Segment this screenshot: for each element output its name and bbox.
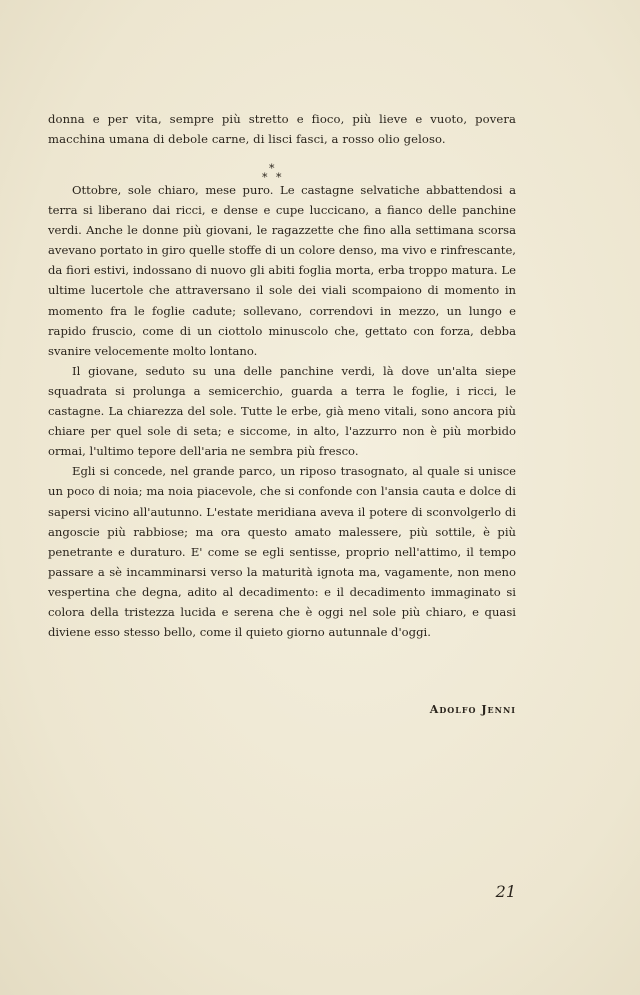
paragraph: Ottobre, sole chiaro, mese puro. Le castagne selvatiche abbattendosi a terra si liberano dai ricci, e dense e cupe luccicano, a fianco delle panchine verdi. Anche le donne più giovani, le ragazzette che fino alla settimana scorsa avevano portato in giro quelle stoffe di un colore denso, ma vivo e rinfrescante, da fiori estivi, indossano di nuovo gli abiti foglia morta, erba troppo matura. Le ultime lucertole che attraversano il sole dei viali scompaiono di momento in momento fra le foglie cadute; sollevano, correndovi in mezzo, un lungo e rapido fruscio, come di un ciottolo minuscolo che, gettato con forza, debba svanire velocemente molto lontano. xyxy=(48,183,516,358)
asterism-star: * xyxy=(262,171,268,184)
main-text-block xyxy=(48,180,516,642)
asterism-star: * xyxy=(276,171,282,184)
paragraph: Il giovane, seduto su una delle panchine verdi, là dove un'alta siepe squadrata si prolunga a semicerchio, guarda a terra le foglie, i ricci, le castagne. La chiarezza del sole. Tutte le erbe, già meno vitali, sono ancora più chiare per quel sole di seta; e siccome, in alto, l'azzurro non è più morbido ormai, l'ultimo tepore dell'aria ne sembra più fresco. xyxy=(48,363,516,459)
opening-paragraph-block xyxy=(48,109,516,149)
asterism-star: * xyxy=(269,162,275,175)
paragraph: Egli si concede, nel grande parco, un riposo trasognato, al quale si unisce un poco di noia; ma noia piacevole, che si confonde con l'ansia cauta e dolce di sapersi vicino all'autunno. L'estate meridiana aveva il potere di sconvolgerlo di angoscie più rabbiose; ma ora questo amato malessere, più sottile, è più penetrante e duraturo. E' come se egli sentisse, proprio nell'attimo, il tempo passare a sè incamminarsi verso la maturità ignota ma, vagamente, non meno vespertina che degna, adito al decadimento: e il decadimento immaginato si colora della tristezza lucida e serena che è oggi nel sole più chiaro, e quasi diviene esso stesso bello, come il quieto giorno autunnale d'oggi. xyxy=(48,464,516,640)
page-number: 21 xyxy=(495,882,516,901)
opening-paragraph: donna e per vita, sempre più stretto e fioco, più lieve e vuoto, povera macchina umana di debole carne, di lisci fasci, a rosso olio geloso. xyxy=(48,112,516,146)
author-signature: Adolfo Jenni xyxy=(429,703,516,716)
